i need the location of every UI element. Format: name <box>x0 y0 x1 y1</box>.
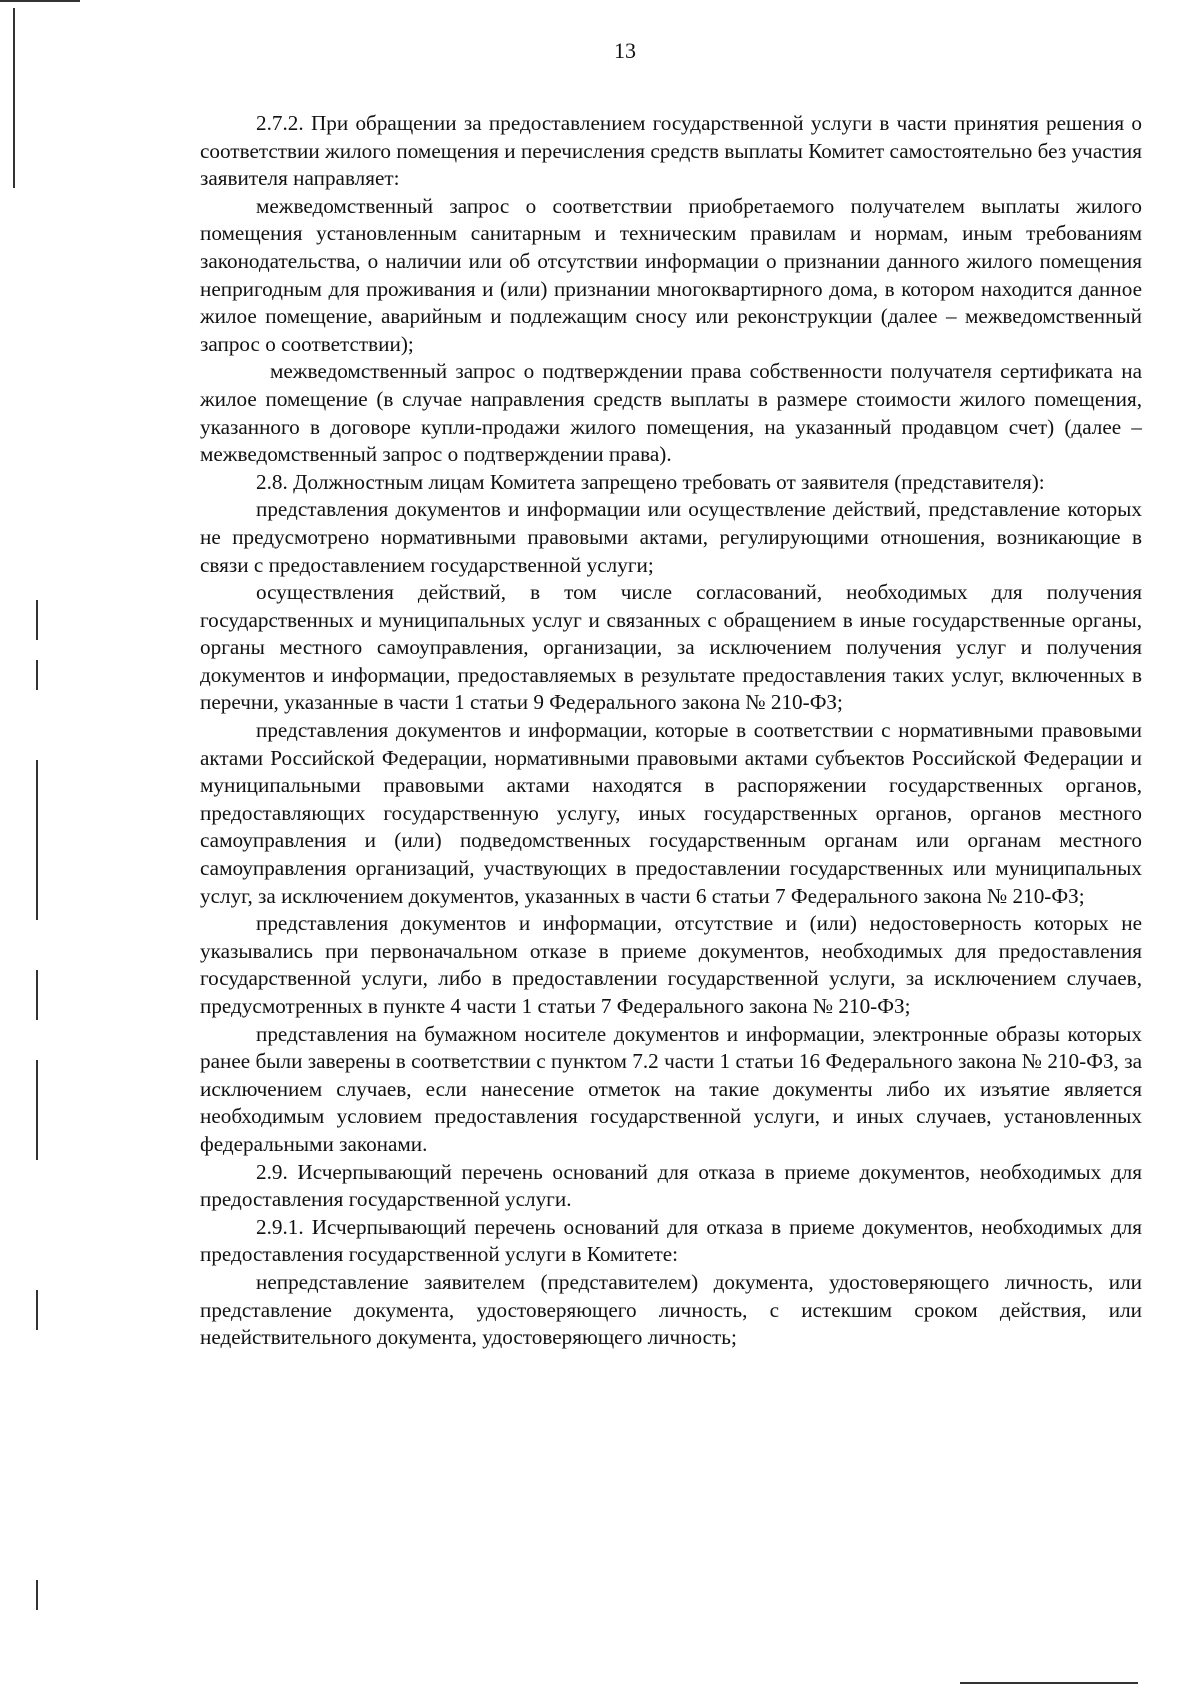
document-body <box>200 110 1142 1352</box>
scan-margin-mark <box>36 1290 38 1330</box>
paragraph-item-identity: непредставление заявителем (представителем) документа, удостоверяющего личность, или представление документа, удостоверяющего личность, с истекшим сроком действия, или недействительного документа, удостоверяющего личность; <box>200 1269 1142 1350</box>
paragraph-2-7-2: 2.7.2. При обращении за предоставлением государственной услуги в части принятия решения о соответствии жилого помещения и перечисления средств выплаты Комитет самостоятельно без участия заявителя направляет: <box>200 111 1142 191</box>
paragraph-request-ownership: межведомственный запрос о подтверждении права собственности получателя сертификата на жилое помещение (в случае направления средств выплаты в размере стоимости жилого помещения, указанного в договоре купли-продажи жилого помещения, на указанный продавцом счет) (далее – межведомственный запрос о подтверждении права). <box>200 359 1142 467</box>
scan-margin-mark <box>36 970 38 1020</box>
paragraph-2-9-1: 2.9.1. Исчерпывающий перечень оснований для отказа в приеме документов, необходимых для предоставления государственной услуги в Комитете: <box>200 1214 1142 1267</box>
paragraph-item-actions: осуществления действий, в том числе согласований, необходимых для получения государственных и муниципальных услуг и связанных с обращением в иные государственные органы, органы местного самоуправления, организации, за исключением получения услуг и получения документов и информации, предоставляемых в результате предоставления таких услуг, включенных в перечни, указанные в части 1 статьи 9 Федерального закона № 210-ФЗ; <box>200 580 1142 715</box>
paragraph-request-conformity: межведомственный запрос о соответствии приобретаемого получателем выплаты жилого помещения установленным санитарным и техническим правилам и нормам, иным требованиям законодательства, о наличии или об отсутствии информации о признании данного жилого помещения непригодным для проживания и (или) признании многоквартирного дома, в котором находится данное жилое помещение, аварийным и подлежащим сносу или реконструкции (далее – межведомственный запрос о соответствии); <box>200 193 1142 356</box>
paragraph-item-paper: представления на бумажном носителе документов и информации, электронные образы которых ранее были заверены в соответствии с пунктом 7.2 части 1 статьи 16 Федерального закона № 210-ФЗ, за исключением случаев, если нанесение отметок на такие документы либо их изъятие является необходимым условием предоставления государственной услуги, и иных случаев, установленных федеральными законами. <box>200 1021 1142 1156</box>
paragraph-item-disposal: представления документов и информации, которые в соответствии с нормативными правовыми актами Российской Федерации, нормативными правовыми актами субъектов Российской Федерации и муниципальными правовыми актами находятся в распоряжении государственных органов, предоставляющих государственную услугу, иных государственных органов, органов местного самоуправления и (или) подведомственных государственным органам или органам местного самоуправления организаций, участвующих в предоставлении государственных или муниципальных услуг, за исключением документов, указанных в части 6 статьи 7 Федерального закона № 210-ФЗ; <box>200 718 1142 908</box>
paragraph-2-8: 2.8. Должностным лицам Комитета запрещено требовать от заявителя (представителя): <box>256 469 1045 494</box>
scan-margin-line <box>13 8 15 188</box>
scan-bottom-rule <box>960 1682 1138 1684</box>
scan-margin-mark <box>36 1580 38 1610</box>
scan-margin-mark <box>36 600 38 640</box>
scan-margin-mark <box>36 660 38 690</box>
scan-margin-mark <box>36 760 38 920</box>
paragraph-item-absence: представления документов и информации, отсутствие и (или) недостоверность которых не указывались при первоначальном отказе в приеме документов, необходимых для предоставления государственной услуги, либо в предоставлении государственной услуги, за исключением случаев, предусмотренных в пункте 4 части 1 статьи 7 Федерального закона № 210-ФЗ; <box>200 911 1142 1018</box>
scan-top-rule <box>0 0 80 2</box>
scan-margin-mark <box>36 1060 38 1160</box>
paragraph-item-documents: представления документов и информации или осуществление действий, представление которых не предусмотрено нормативными правовыми актами, регулирующими отношения, возникающие в связи с предоставлением государственной услуги; <box>200 497 1142 577</box>
page-number: 13 <box>614 38 636 63</box>
paragraph-2-9: 2.9. Исчерпывающий перечень оснований для отказа в приеме документов, необходимых для предоставления государственной услуги. <box>200 1159 1142 1212</box>
